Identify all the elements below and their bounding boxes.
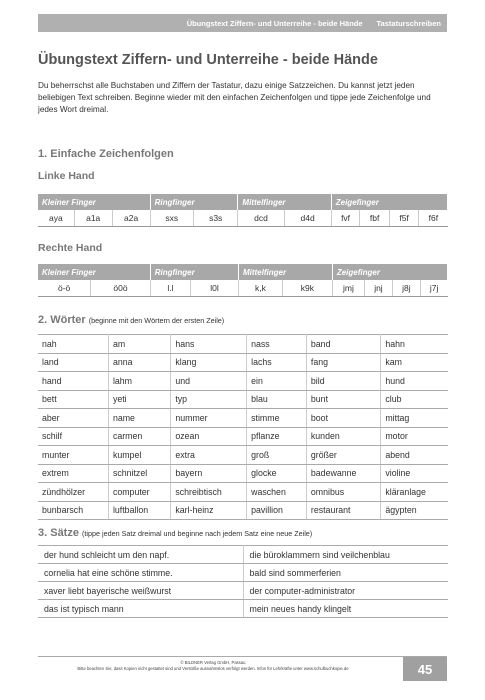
- page-footer: [38, 656, 447, 681]
- word-cell: hund: [381, 372, 448, 391]
- finger-header: Mittelfinger: [238, 194, 331, 210]
- word-cell: restaurant: [306, 501, 380, 520]
- sentence-cell: die büroklammern sind veilchenblau: [243, 546, 448, 564]
- word-cell: lahm: [108, 372, 170, 391]
- word-cell: lachs: [247, 353, 307, 372]
- word-cell: ozean: [171, 427, 247, 446]
- word-cell: bett: [38, 390, 108, 409]
- drill-cell: a2a: [112, 210, 150, 227]
- word-cell: band: [306, 335, 380, 354]
- table-row: [38, 546, 448, 564]
- table-row: [38, 483, 448, 502]
- drill-cell: k,k: [238, 280, 282, 297]
- table-row: [38, 464, 448, 483]
- word-cell: badewanne: [306, 464, 380, 483]
- left-hand-heading: Linke Hand: [38, 170, 95, 182]
- right-hand-heading: Rechte Hand: [38, 242, 103, 254]
- drill-cell: sxs: [150, 210, 193, 227]
- word-cell: kam: [381, 353, 448, 372]
- drill-cell: a1a: [74, 210, 112, 227]
- word-cell: hahn: [381, 335, 448, 354]
- section2-title: 2. Wörter: [38, 314, 86, 326]
- word-cell: land: [38, 353, 108, 372]
- drill-cell: f5f: [389, 210, 418, 227]
- section3-note: (tippe jeden Satz dreimal und beginne nach jedem Satz eine neue Zeile): [82, 529, 313, 538]
- word-cell: bayern: [171, 464, 247, 483]
- table-row: [38, 446, 448, 465]
- word-cell: hand: [38, 372, 108, 391]
- sentence-cell: der hund schleicht um den napf.: [38, 546, 243, 564]
- sentence-cell: das ist typisch mann: [38, 600, 243, 618]
- drill-cell: l0l: [191, 280, 239, 297]
- word-cell: schilf: [38, 427, 108, 446]
- drill-cell: f6f: [419, 210, 448, 227]
- table-row: [38, 501, 448, 520]
- table-row: [38, 564, 448, 582]
- word-cell: nummer: [171, 409, 247, 428]
- word-cell: carmen: [108, 427, 170, 446]
- word-cell: luftballon: [108, 501, 170, 520]
- sentence-cell: cornelia hat eine schöne stimme.: [38, 564, 243, 582]
- right-hand-table: [38, 264, 448, 297]
- finger-header: Ringfinger: [150, 264, 238, 280]
- word-cell: typ: [171, 390, 247, 409]
- finger-header: Kleiner Finger: [38, 194, 150, 210]
- drill-cell: jnj: [364, 280, 392, 297]
- finger-header: Mittelfinger: [238, 264, 332, 280]
- drill-cell: l.l: [150, 280, 190, 297]
- table-row: [38, 353, 448, 372]
- word-cell: kunden: [306, 427, 380, 446]
- word-cell: zündhölzer: [38, 483, 108, 502]
- word-cell: bild: [306, 372, 380, 391]
- word-cell: yeti: [108, 390, 170, 409]
- word-cell: nass: [247, 335, 307, 354]
- footer-text: [38, 660, 388, 672]
- word-cell: pavillion: [247, 501, 307, 520]
- word-cell: anna: [108, 353, 170, 372]
- header-title: Übungstext Ziffern- und Unterreihe - beide Hände: [186, 18, 363, 28]
- word-cell: hans: [171, 335, 247, 354]
- word-cell: schnitzel: [108, 464, 170, 483]
- word-cell: kumpel: [108, 446, 170, 465]
- word-cell: glocke: [247, 464, 307, 483]
- word-cell: waschen: [247, 483, 307, 502]
- table-row: [38, 335, 448, 354]
- word-cell: mittag: [381, 409, 448, 428]
- word-cell: munter: [38, 446, 108, 465]
- finger-header: Zeigefinger: [332, 264, 447, 280]
- finger-header: Zeigefinger: [331, 194, 447, 210]
- word-cell: und: [171, 372, 247, 391]
- word-cell: größer: [306, 446, 380, 465]
- word-cell: violine: [381, 464, 448, 483]
- word-cell: boot: [306, 409, 380, 428]
- word-cell: kläranlage: [381, 483, 448, 502]
- word-table: [38, 334, 448, 520]
- table-row: [38, 427, 448, 446]
- section2-note: (beginne mit den Wörtern der ersten Zeile): [88, 316, 225, 325]
- word-cell: extra: [171, 446, 247, 465]
- word-cell: bunt: [306, 390, 380, 409]
- drill-cell: s3s: [193, 210, 237, 227]
- drill-cell: ö0ö: [91, 280, 150, 297]
- top-header-bar: [38, 14, 447, 32]
- finger-header: Kleiner Finger: [38, 264, 150, 280]
- page-number: 45: [403, 657, 447, 681]
- word-cell: motor: [381, 427, 448, 446]
- drill-cell: ö-ö: [38, 280, 91, 297]
- intro-text: Du beherrschst alle Buchstaben und Ziffern der Tastatur, dazu einige Satzzeichen. Du kannst jetzt jeden beliebigen Text schreiben. Beginne wieder mit den einfachen Zeichenfolgen und tippe jede Zeichenfolge und jedes Wort dreimal.: [38, 81, 431, 114]
- word-cell: pflanze: [247, 427, 307, 446]
- page-title: Übungstext Ziffern- und Unterreihe - beide Hände: [38, 52, 378, 68]
- word-cell: blau: [247, 390, 307, 409]
- word-cell: ein: [247, 372, 307, 391]
- footer-copyright: © BILDNER Verlag GmbH, Passau: [180, 660, 246, 665]
- sentence-cell: xaver liebt bayerische weißwurst: [38, 582, 243, 600]
- word-cell: extrem: [38, 464, 108, 483]
- word-cell: name: [108, 409, 170, 428]
- word-cell: groß: [247, 446, 307, 465]
- header-label: Tastaturschreiben: [376, 18, 441, 28]
- table-row: [38, 582, 448, 600]
- drill-cell: k9k: [282, 280, 332, 297]
- word-cell: bunbarsch: [38, 501, 108, 520]
- word-cell: klang: [171, 353, 247, 372]
- drill-cell: d4d: [284, 210, 331, 227]
- section1-heading: 1. Einfache Zeichenfolgen: [38, 148, 174, 160]
- word-cell: stimme: [247, 409, 307, 428]
- word-cell: club: [381, 390, 448, 409]
- drill-cell: j7j: [420, 280, 447, 297]
- word-cell: ägypten: [381, 501, 448, 520]
- section2-heading: [38, 314, 224, 326]
- word-cell: karl-heinz: [171, 501, 247, 520]
- drill-cell: fbf: [360, 210, 389, 227]
- section3-title: 3. Sätze: [38, 527, 79, 539]
- table-row: [38, 600, 448, 618]
- drill-cell: fvf: [331, 210, 360, 227]
- word-cell: am: [108, 335, 170, 354]
- drill-cell: aya: [38, 210, 74, 227]
- word-cell: omnibus: [306, 483, 380, 502]
- word-cell: computer: [108, 483, 170, 502]
- drill-cell: jmj: [332, 280, 364, 297]
- sentence-cell: der computer-administrator: [243, 582, 448, 600]
- table-row: [38, 372, 448, 391]
- table-row: [38, 409, 448, 428]
- sentence-cell: mein neues handy klingelt: [243, 600, 448, 618]
- table-row: [38, 390, 448, 409]
- sentence-table: [38, 545, 448, 618]
- section3-heading: [38, 527, 312, 539]
- sentence-cell: bald sind sommerferien: [243, 564, 448, 582]
- word-cell: abend: [381, 446, 448, 465]
- left-hand-table: [38, 194, 448, 227]
- word-cell: schreibtisch: [171, 483, 247, 502]
- drill-cell: dcd: [238, 210, 284, 227]
- drill-cell: j8j: [392, 280, 420, 297]
- word-cell: fang: [306, 353, 380, 372]
- finger-header: Ringfinger: [150, 194, 238, 210]
- footer-notice: Bitte beachten Sie, dass Kopien nicht gestattet sind und Verstöße ausnahmslos verfolgt werden. Infos für Lehrkräfte unter www.schulbuchkopie.de: [77, 666, 349, 671]
- word-cell: nah: [38, 335, 108, 354]
- word-cell: aber: [38, 409, 108, 428]
